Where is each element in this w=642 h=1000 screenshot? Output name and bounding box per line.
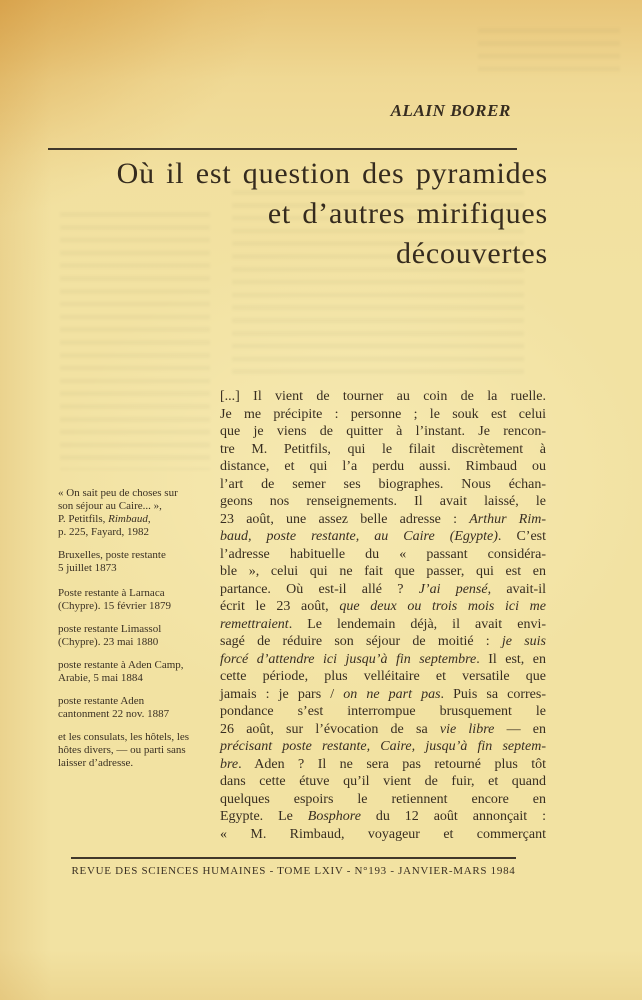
margin-note-line: « On sait peu de choses sur [58, 487, 178, 499]
margin-notes [58, 487, 214, 779]
margin-note [58, 731, 214, 770]
body-line: tre M. Petitfils, qui le filait discrètement à [220, 441, 546, 457]
title-line: Où il est question des pyramides [116, 157, 548, 190]
margin-note-line: son séjour au Caire... », [58, 499, 162, 512]
margin-note-line: cantonment 22 nov. 1887 [58, 707, 170, 720]
margin-note-line: et les consulats, les hôtels, les [58, 730, 190, 743]
body-line: Egypte. Le Bosphore du 12 août annonçait : [220, 809, 546, 824]
margin-note [58, 623, 214, 649]
margin-note [58, 695, 214, 721]
margin-note-line: Poste restante à Larnaca [58, 587, 165, 600]
margin-note-line: poste restante à Aden Camp, [58, 659, 184, 672]
journal-footer: REVUE DES SCIENCES HUMAINES - TOME LXIV - N°193 - JANVIER-MARS 1984 [71, 865, 516, 877]
body-line: ble », celui qui ne fait que passer, qui est en [220, 564, 546, 579]
body-line: distance, et qui l’a perdu aussi. Rimbaud ou [220, 459, 546, 474]
margin-note-line: 5 juillet 1873 [58, 561, 117, 574]
margin-note-line: P. Petitfils, Rimbaud, [58, 512, 151, 525]
body-line: 26 août, sur l’évocation de sa vie libre — en [220, 721, 546, 737]
author-name: ALAIN BORER [390, 101, 511, 120]
title-line: découvertes [395, 237, 548, 270]
body-line: « M. Rimbaud, voyageur et commerçant [220, 826, 546, 842]
body-line: 23 août, une assez belle adresse : Arthur Rim- [220, 511, 546, 527]
body-line: bre. Aden ? Il ne sera pas retourné plus tôt [220, 756, 546, 772]
margin-note [58, 549, 214, 575]
margin-note-line: hôtes divers, — ou parti sans [58, 743, 186, 756]
body-line: l’adresse habituelle du « passant considéra- [220, 546, 546, 562]
margin-note [58, 487, 214, 539]
footer-rule [71, 857, 516, 859]
body-line: cette période, plus velléitaire et versatile que [220, 669, 546, 684]
margin-note-line: laisser d’adresse. [58, 756, 134, 769]
body-line: forcé d’attendre ici jusqu’à fin septembre. Il est, en [220, 651, 546, 667]
body-line: [...] Il vient de tourner au coin de la ruelle. [220, 389, 546, 404]
body-line: que je viens de quitter à l’instant. Je rencon- [220, 424, 546, 439]
body-line: quelques espoirs le retiennent encore en [220, 791, 546, 807]
title-line: et d’autres mirifiques [267, 197, 548, 230]
margin-note-line: (Chypre). 15 février 1879 [58, 600, 172, 613]
body-line: remettraient. Le lendemain déjà, il avait envi- [220, 616, 546, 632]
body-text [220, 388, 546, 843]
margin-note [58, 587, 214, 613]
body-line: jamais : je pars / on ne part pas. Puis sa corres- [220, 686, 546, 702]
bleedthrough-ghost [478, 24, 620, 78]
header-rule [48, 148, 517, 150]
margin-note-line: poste restante Limassol [58, 623, 162, 636]
margin-note-line: (Chypre). 23 mai 1880 [58, 636, 159, 649]
body-line: Je me précipite : personne ; le souk est celui [220, 406, 546, 422]
margin-note-line: Bruxelles, poste restante [58, 548, 166, 561]
body-line: partance. Où est-il allé ? J’ai pensé, avait-il [220, 581, 546, 597]
article-title [42, 154, 548, 274]
margin-note [58, 659, 214, 685]
margin-note-line: poste restante Aden [58, 694, 145, 707]
body-line: écrit le 23 août, que deux ou trois mois ici me [220, 599, 546, 614]
body-line: l’art de semer ses biographes. Nous échan- [220, 476, 546, 492]
body-line: dans cette étuve qu’il vient de fuir, et quand [220, 774, 546, 789]
margin-note-line: p. 225, Fayard, 1982 [58, 525, 150, 538]
body-line: pondance s’est interrompue brusquement le [220, 704, 546, 719]
margin-note-line: Arabie, 5 mai 1884 [58, 671, 143, 684]
body-line: baud, poste restante, au Caire (Egypte). C’est [220, 529, 546, 544]
body-line: précisant poste restante, Caire, jusqu’à fin septem- [220, 739, 546, 754]
body-line: sagé de réduire son séjour de moitié : je suis [220, 634, 546, 649]
body-line: geons nos renseignements. Il avait laissé, le [220, 494, 546, 509]
